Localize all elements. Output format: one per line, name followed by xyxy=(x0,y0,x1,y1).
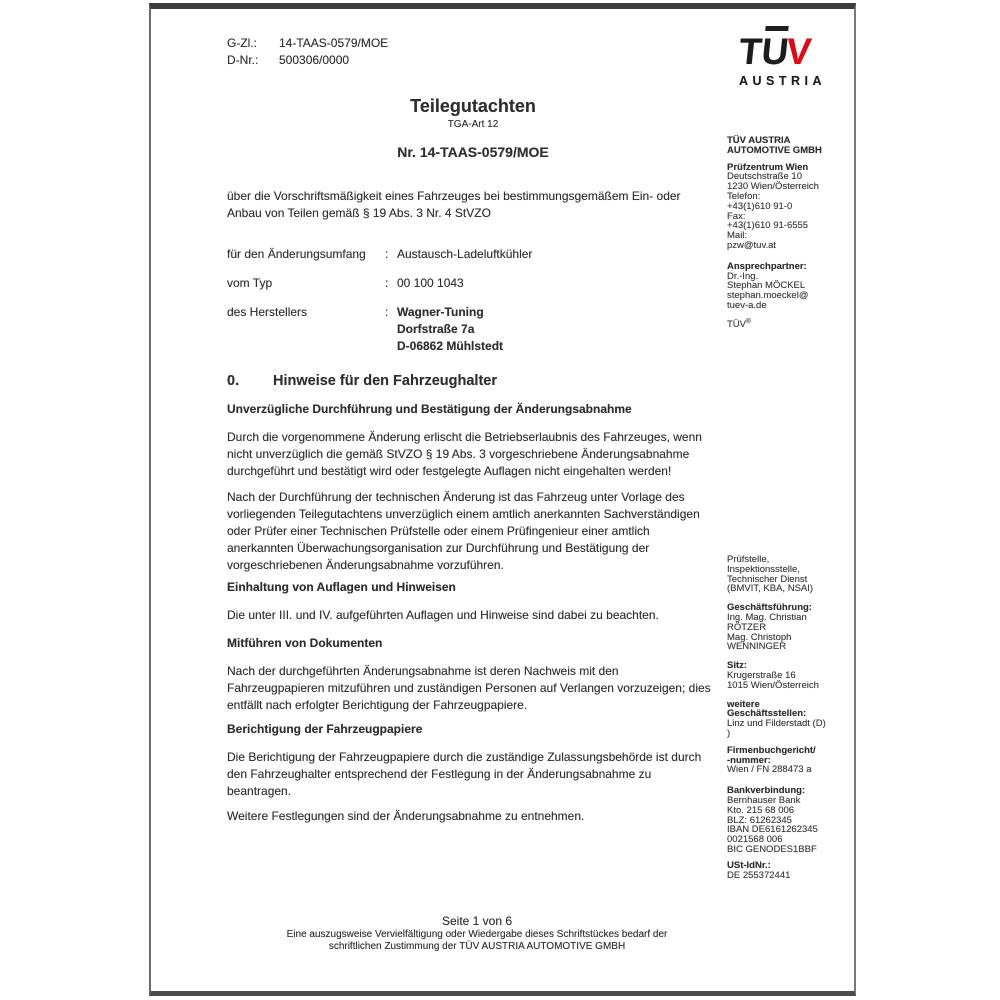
manufacturer-city: D-06862 Mühlstedt xyxy=(397,339,504,353)
section-title: Hinweise für den Fahrzeughalter xyxy=(273,373,497,389)
manufacturer-name: Wagner-Tuning xyxy=(397,305,484,319)
sidebar-line: weitere xyxy=(727,698,760,710)
tuv-austria-logo xyxy=(736,31,857,88)
sidebar-group xyxy=(727,262,853,311)
sidebar-line: Kto. 215 68 006 xyxy=(727,804,795,816)
sidebar-group xyxy=(727,786,853,855)
detail-separator: : xyxy=(385,305,389,319)
sidebar-line: Prüfstelle, xyxy=(727,554,770,565)
sidebar-line: +43(1)610 91-0 xyxy=(727,200,793,212)
sidebar-group xyxy=(727,700,853,739)
sidebar-line: USt-IdNr.: xyxy=(727,859,771,871)
dnr-label: D-Nr.: xyxy=(227,53,259,67)
sidebar-line: Fax: xyxy=(727,210,746,222)
sidebar-group xyxy=(727,861,853,881)
footer-note-line2: schriftlichen Zustimmung der TÜV AUSTRIA AUTOMOTIVE GMBH xyxy=(328,941,626,952)
sidebar-line: Ing. Mag. Christian xyxy=(727,611,807,623)
logo-letter-v-red: V xyxy=(784,31,814,72)
section-number: 0. xyxy=(227,373,240,389)
paragraph-weitere-festlegungen: Weitere Festlegungen sind der Änderungsabnahme zu entnehmen. xyxy=(227,809,585,823)
sidebar-line: WENNINGER xyxy=(727,641,787,653)
footer-note-line1: Eine auszugsweise Vervielfältigung oder Wiedergabe dieses Schriftstückes bedarf der xyxy=(286,929,668,940)
document-number: Nr. 14-TAAS-0579/MOE xyxy=(397,144,549,160)
sidebar-contact-block xyxy=(727,136,853,330)
detail-separator: : xyxy=(385,276,389,290)
document-title: Teilegutachten xyxy=(410,96,536,116)
detail-row-aenderungsumfang xyxy=(227,246,719,263)
sidebar-line: TÜV AUSTRIA xyxy=(727,135,791,146)
sidebar-line: Geschäftsstellen: xyxy=(727,708,807,720)
sidebar-line: Firmenbuchgericht/ xyxy=(727,744,816,756)
sidebar-line: (BMVIT, KBA, NSAI) xyxy=(727,583,814,595)
section-heading xyxy=(227,371,719,391)
sidebar-line: ) xyxy=(727,727,731,739)
main-column xyxy=(227,29,719,825)
registered-trademark-symbol: ® xyxy=(746,317,751,325)
sidebar-line: -nummer: xyxy=(727,754,771,766)
paragraph-erlischt: Durch die vorgenommene Änderung erlischt die Betriebserlaubnis des Fahrzeuges, wenn nicht unverzüglich die gemäß StVZO § 19 Abs. 3 vorgeschriebene Änderungsabnahme durchgeführt und bestätigt wird oder festgelegte Auflagen nicht eingehalten werden! xyxy=(227,430,702,478)
sidebar-line: Linz und Filderstadt (D) xyxy=(727,718,826,730)
sidebar-group xyxy=(727,555,853,594)
paragraph-nachweis: Nach der durchgeführten Änderungsabnahme ist deren Nachweis mit den Fahrzeugpapieren mitzuführen und zuständigen Personen auf Verlangen vorzuzeigen; dies entfällt nach erfolgter Berichtigung der Fahrzeugpapiere. xyxy=(227,664,711,712)
sidebar-group xyxy=(727,136,853,156)
detail-row-typ xyxy=(227,275,719,292)
sidebar-line: RÖTZER xyxy=(727,621,767,633)
page-number: Seite 1 von 6 xyxy=(441,914,513,928)
sidebar-line: Wien / FN 288473 a xyxy=(727,764,812,776)
sidebar-line: Krugerstraße 16 xyxy=(727,669,796,681)
subheading-berichtigung: Berichtigung der Fahrzeugpapiere xyxy=(227,722,423,736)
detail-value: Austausch-Ladeluftkühler xyxy=(397,247,533,261)
logo-austria-text: AUSTRIA xyxy=(739,74,827,88)
page-footer xyxy=(207,914,747,953)
sidebar-line: IBAN DE6161262345 xyxy=(727,824,818,836)
sidebar-group xyxy=(727,603,853,652)
sidebar-line: DE 255372441 xyxy=(727,869,791,881)
sidebar-line: TÜV® xyxy=(727,317,751,330)
gzl-label: G-Zl.: xyxy=(227,36,257,50)
sidebar-line: tuev-a.de xyxy=(727,299,767,311)
logo-letter-u-with-bar: U xyxy=(759,31,791,72)
sidebar-line: Telefon: xyxy=(727,190,761,202)
sidebar-line: Mail: xyxy=(727,230,748,242)
sidebar-line: Prüfzentrum Wien xyxy=(727,161,809,173)
sidebar-legal-block xyxy=(727,555,853,880)
details-block xyxy=(227,246,719,355)
sidebar-line: Bernhauser Bank xyxy=(727,794,801,806)
sidebar-line: Sitz: xyxy=(727,660,748,672)
subheading-einhaltung: Einhaltung von Auflagen und Hinweisen xyxy=(227,580,456,594)
detail-value: 00 100 1043 xyxy=(397,276,464,290)
detail-row-hersteller xyxy=(227,304,719,355)
sidebar-line: AUTOMOTIVE GMBH xyxy=(727,144,822,156)
detail-label: des Herstellers xyxy=(227,305,308,319)
sidebar-line: Inspektionsstelle, xyxy=(727,563,800,575)
sidebar-line: Dr.-Ing. xyxy=(727,270,759,282)
tuv-wordmark xyxy=(737,33,859,71)
sidebar-line: 1015 Wien/Österreich xyxy=(727,679,819,691)
manufacturer-street: Dorfstraße 7a xyxy=(397,322,475,336)
sidebar-line: Bankverbindung: xyxy=(727,785,806,797)
document-subtitle: TGA-Art 12 xyxy=(447,119,499,130)
sidebar-line: +43(1)610 91-6555 xyxy=(727,220,809,232)
paragraph-zulassungsbehoerde: Die Berichtigung der Fahrzeugpapiere durch die zuständige Zulassungsbehörde ist durch den Fahrzeughalter entsprechend der Festlegung in der Änderungsabnahme zu beantragen. xyxy=(227,750,702,798)
sidebar-line: pzw@tuv.at xyxy=(727,239,777,251)
paragraph-beachten: Die unter III. und IV. aufgeführten Auflagen und Hinweise sind dabei zu beachten. xyxy=(227,608,659,622)
logo-letter-t: T xyxy=(736,31,764,72)
sidebar-line: Stephan MÖCKEL xyxy=(727,280,806,292)
document-page xyxy=(149,3,856,996)
dnr-value: 500306/0000 xyxy=(279,53,350,67)
sidebar-group xyxy=(727,746,853,775)
sidebar-line: 0021568 006 xyxy=(727,834,783,846)
sidebar-line: Technischer Dienst xyxy=(727,573,808,585)
sidebar-line: BIC GENODES1BBF xyxy=(727,843,817,855)
paragraph-vorfuehren: Nach der Durchführung der technischen Änderung ist das Fahrzeug unter Vorlage des vorliegenden Teilegutachtens unverzüglich einem amtlich anerkannten Sachverständigen oder Prüfer einer Technischen Prüfstelle oder einem Prüfingenieur einer amtlich anerkannten Überwachungsorganisation zur Durchführung und Bestätigung der vorgeschriebenen Änderungsabnahme vorzuführen. xyxy=(227,490,700,572)
detail-label: für den Änderungsumfang xyxy=(227,247,366,261)
sidebar-line: BLZ: 61262345 xyxy=(727,814,792,826)
sidebar-group xyxy=(727,317,853,330)
sidebar-line: 1230 Wien/Österreich xyxy=(727,181,819,193)
detail-label: vom Typ xyxy=(227,276,273,290)
subheading-durchfuehrung: Unverzügliche Durchführung und Bestätigung der Änderungsabnahme xyxy=(227,402,632,416)
sidebar-line: Geschäftsführung: xyxy=(727,602,812,614)
subheading-mitfuehren: Mitführen von Dokumenten xyxy=(227,636,383,650)
intro-paragraph: über die Vorschriftsmäßigkeit eines Fahrzeuges bei bestimmungsgemäßem Ein- oder Anbau von Teilen gemäß § 19 Abs. 3 Nr. 4 StVZO xyxy=(227,189,681,220)
manufacturer-address xyxy=(397,304,503,355)
sidebar-group xyxy=(727,163,853,251)
gzl-value: 14-TAAS-0579/MOE xyxy=(279,36,389,50)
sidebar-line: Ansprechpartner: xyxy=(727,260,807,272)
sidebar-line: Deutschstraße 10 xyxy=(727,171,802,183)
detail-separator: : xyxy=(385,247,389,261)
sidebar-line: stephan.moeckel@ xyxy=(727,290,809,302)
sidebar-line: Mag. Christoph xyxy=(727,631,792,643)
sidebar-group xyxy=(727,661,853,690)
